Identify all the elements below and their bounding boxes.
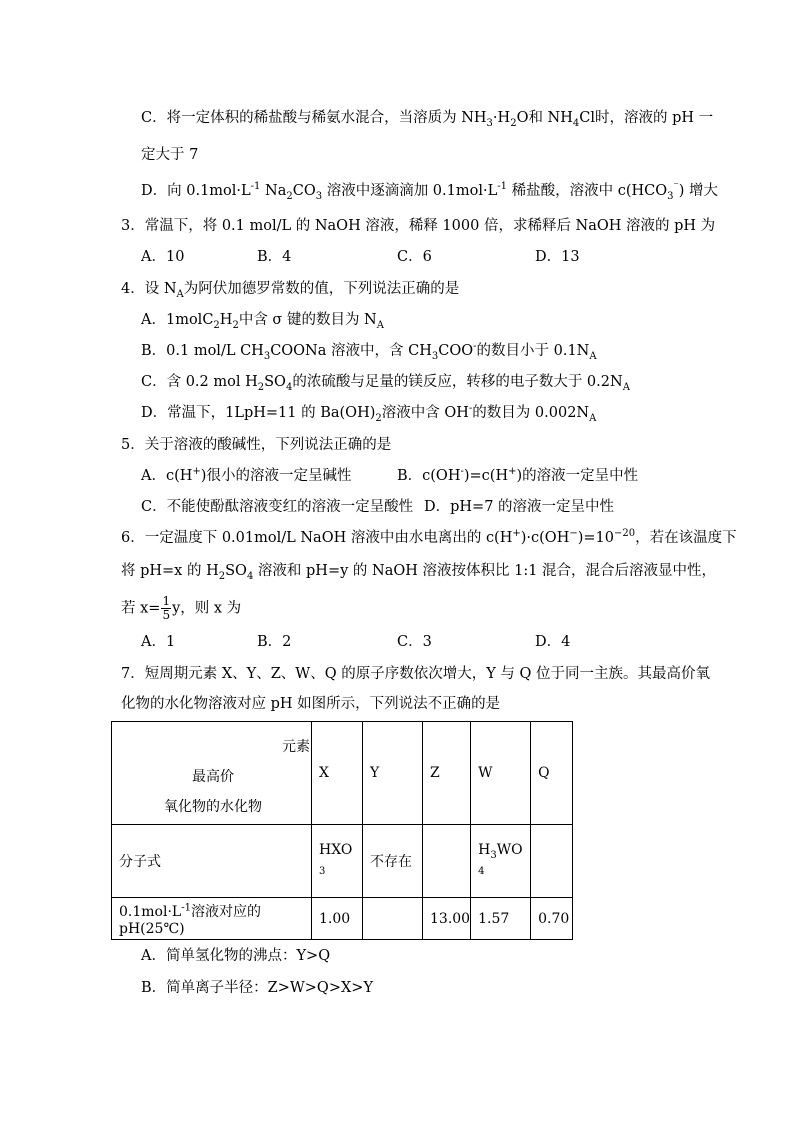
- q3-stem: 3．常温下，将 0.1 mol/L 的 NaOH 溶液，稀释 1000 倍，求稀释后 NaOH 溶液的 pH 为: [121, 218, 716, 234]
- q2-option-c-line1: C．将一定体积的稀盐酸与稀氨水混合，当溶质为 $NH_3\cdot H_2O$和 $NH_4Cl$时，溶液的 pH 一: [141, 110, 714, 129]
- q7-stem-line1: 7．短周期元素 X、Y、Z、W、Q 的原子序数依次增大，Y 与 Q 位于同一主族。其最高价氧: [121, 666, 710, 682]
- q5-option-d: D．pH=7 的溶液一定呈中性: [424, 499, 615, 515]
- q7-option-b: B．简单离子半径：Z>W>Q>X>Y: [141, 980, 374, 996]
- q6-stem-line2: 将 pH=x 的 $H_2SO_4$ 溶液和 pH=y 的 NaOH 溶液按体积比 1:1 混合，混合后溶液显中性，: [121, 563, 717, 582]
- fraction-one-fifth: $\frac{1}{5}$: [162, 594, 171, 622]
- cell-q-ph: 0.70: [531, 898, 573, 940]
- q6-stem-line1: 6．一定温度下 0.01mol/L NaOH 溶液中由水电离出的 $c(H^+)\cdot c(OH^-)=10^{-20}$，若在该温度下: [121, 528, 737, 546]
- q6-option-a: A．1: [141, 634, 176, 650]
- header-w: W: [471, 722, 531, 825]
- q7-option-a: A．简单氢化物的沸点：Y>Q: [141, 948, 331, 964]
- corner-label-element: 元素: [282, 739, 310, 755]
- q6-stem-line3: 若 x= $\frac{1}{5}$ y，则 x 为: [121, 594, 242, 622]
- header-y: Y: [363, 722, 423, 825]
- cell-x-ph: 1.00: [312, 898, 363, 940]
- q6-option-d: D．4: [535, 634, 571, 650]
- q4-option-d: D．常温下，1LpH=11 的 $Ba(OH)_2$溶液中含 OH-的数目为 $0.002N_A$: [141, 403, 597, 424]
- row-label-formula: 分子式: [112, 825, 312, 898]
- q4-option-a: A．$1molC_2H_2$中含 σ 键的数目为 $N_A$: [141, 312, 384, 331]
- cell-x-formula: HXO 3: [312, 825, 363, 898]
- q3-option-a: A．10: [141, 249, 185, 265]
- cell-w-ph: 1.57: [471, 898, 531, 940]
- q5-option-c: C．不能使酚酞溶液变红的溶液一定呈酸性: [141, 499, 414, 515]
- q3-option-c: C．6: [397, 249, 432, 265]
- q4-stem: 4．设 $N_A$为阿伏加德罗常数的值，下列说法正确的是: [121, 281, 460, 300]
- cell-z-ph: 13.00: [423, 898, 471, 940]
- q3-option-b: B．4: [257, 249, 292, 265]
- header-z: Z: [423, 722, 471, 825]
- q6-option-c: C．3: [397, 634, 432, 650]
- header-x: X: [312, 722, 363, 825]
- cell-q-formula: [531, 825, 573, 898]
- ph-table: [111, 721, 573, 940]
- table-header-row: [112, 722, 573, 825]
- q3-option-d: D．13: [535, 249, 580, 265]
- q5-option-b: B．c(OH-)=c(H+)的溶液一定呈中性: [397, 466, 639, 484]
- q2-option-c-line2: 定大于 7: [141, 147, 199, 163]
- table-row-formula: [112, 825, 573, 898]
- q4-option-c: C．含 0.2 mol $H_2SO_4$的浓硫酸与足量的镁反应，转移的电子数大于 $0.2N_A$: [141, 374, 630, 393]
- corner-label-hydrate: 氧化物的水化物: [164, 799, 262, 815]
- cell-y-ph: [363, 898, 423, 940]
- q6-option-b: B．2: [257, 634, 292, 650]
- table-corner-cell: [112, 722, 312, 825]
- cell-w-formula: $H_3WO$ 4: [471, 825, 531, 898]
- q7-stem-line2: 化物的水化物溶液对应 pH 如图所示，下列说法不正确的是: [121, 696, 501, 712]
- corner-label-highest-valence: 最高价: [192, 769, 234, 785]
- row-label-ph: $0.1mol\cdot L^{-1}$溶液对应的 pH(25℃): [112, 898, 312, 940]
- header-q: Q: [531, 722, 573, 825]
- q2-option-d: D．向 $0.1mol\cdot L^{-1}$ $Na_2CO_3$ 溶液中逐滴滴加 $0.1mol\cdot L^{-1}$ 稀盐酸，溶液中 $c(HCO_3^{^-})$ 增大: [141, 181, 719, 202]
- q5-option-a: A．c(H+)很小的溶液一定呈碱性: [141, 466, 352, 484]
- q4-option-b: B．0.1 mol/L $CH_3COONa$ 溶液中，含 $CH_3COO^-$的数目小于 $0.1N_A$: [141, 341, 597, 362]
- cell-y-formula: 不存在: [363, 825, 423, 898]
- q5-stem: 5．关于溶液的酸碱性，下列说法正确的是: [121, 437, 392, 453]
- cell-z-formula: [423, 825, 471, 898]
- table-row-ph: [112, 898, 573, 940]
